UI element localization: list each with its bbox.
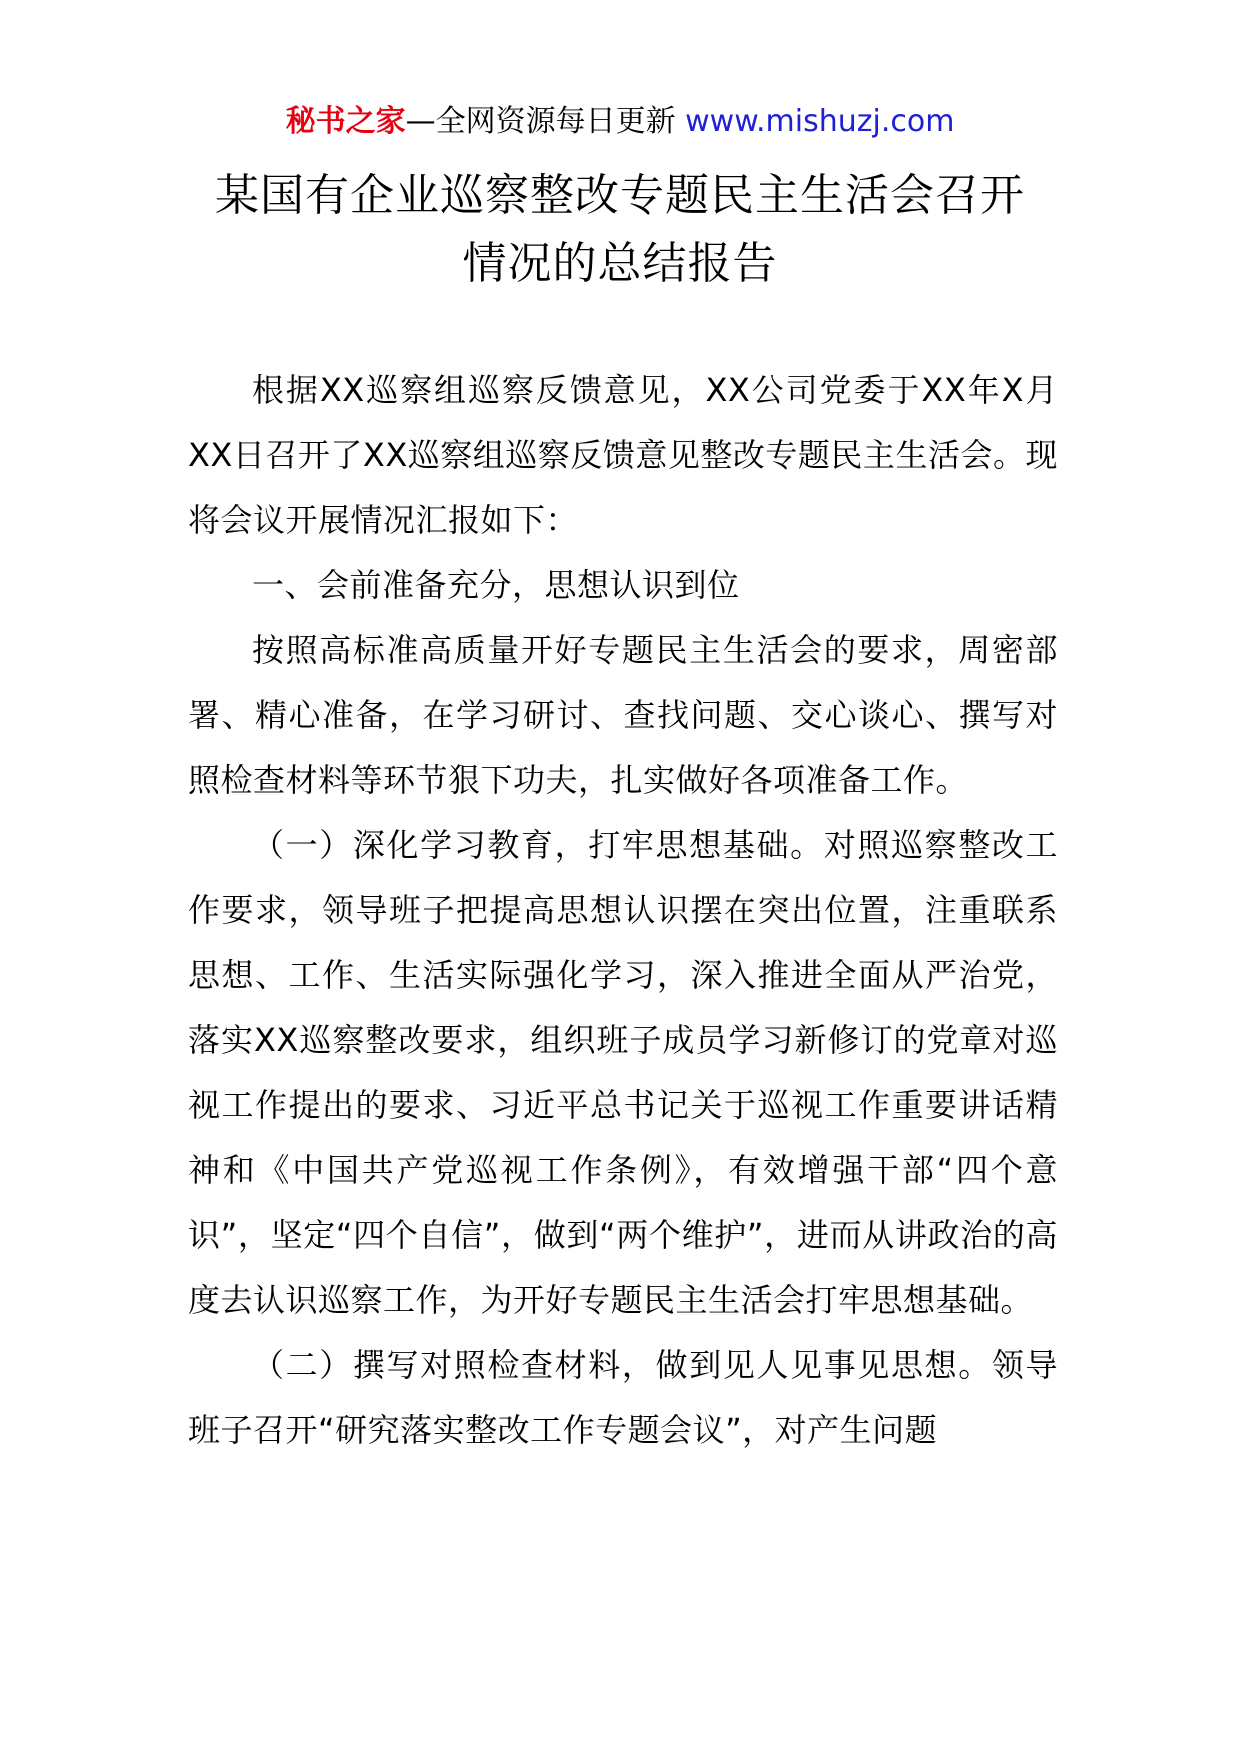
document-title <box>150 162 1090 298</box>
site-url-link[interactable]: www.mishuzj.com <box>685 104 955 139</box>
brand-name: 秘书之家 <box>285 104 406 139</box>
document-body <box>188 358 1058 1463</box>
section-1-paragraph: 按照高标准高质量开好专题民主生活会的要求，周密部署、精心准备，在学习研讨、查找问题、交心谈心、撰写对照检查材料等环节狠下功夫，扎实做好各项准备工作。 <box>188 631 1058 799</box>
subsection-1-paragraph: （一）深化学习教育，打牢思想基础。对照巡察整改工作要求，领导班子把提高思想认识摆在突出位置，注重联系思想、工作、生活实际强化学习，深入推进全面从严治党，落实XX巡察整改要求，组织班子成员学习新修订的党章对巡视工作提出的要求、习近平总书记关于巡视工作重要讲话精神和《中国共产党巡视工作条例》，有效增强干部“四个意识”，坚定“四个自信”，做到“两个维护”，进而从讲政治的高度去认识巡察工作，为开好专题民主生活会打牢思想基础。 <box>188 826 1058 1319</box>
title-line-1: 某国有企业巡察整改专题民主生活会召开 <box>215 170 1025 221</box>
site-header <box>0 100 1240 144</box>
section-1-heading: 一、会前准备充分，思想认识到位 <box>252 566 740 604</box>
title-line-2: 情况的总结报告 <box>462 238 778 289</box>
site-slogan: —全网资源每日更新 <box>405 104 676 139</box>
subsection-2-paragraph: （二）撰写对照检查材料，做到见人见事见思想。领导班子召开“研究落实整改工作专题会议”，对产生问题 <box>188 1346 1058 1449</box>
intro-paragraph: 根据XX巡察组巡察反馈意见，XX公司党委于XX年X月XX日召开了XX巡察组巡察反馈意见整改专题民主生活会。现将会议开展情况汇报如下： <box>188 371 1058 539</box>
